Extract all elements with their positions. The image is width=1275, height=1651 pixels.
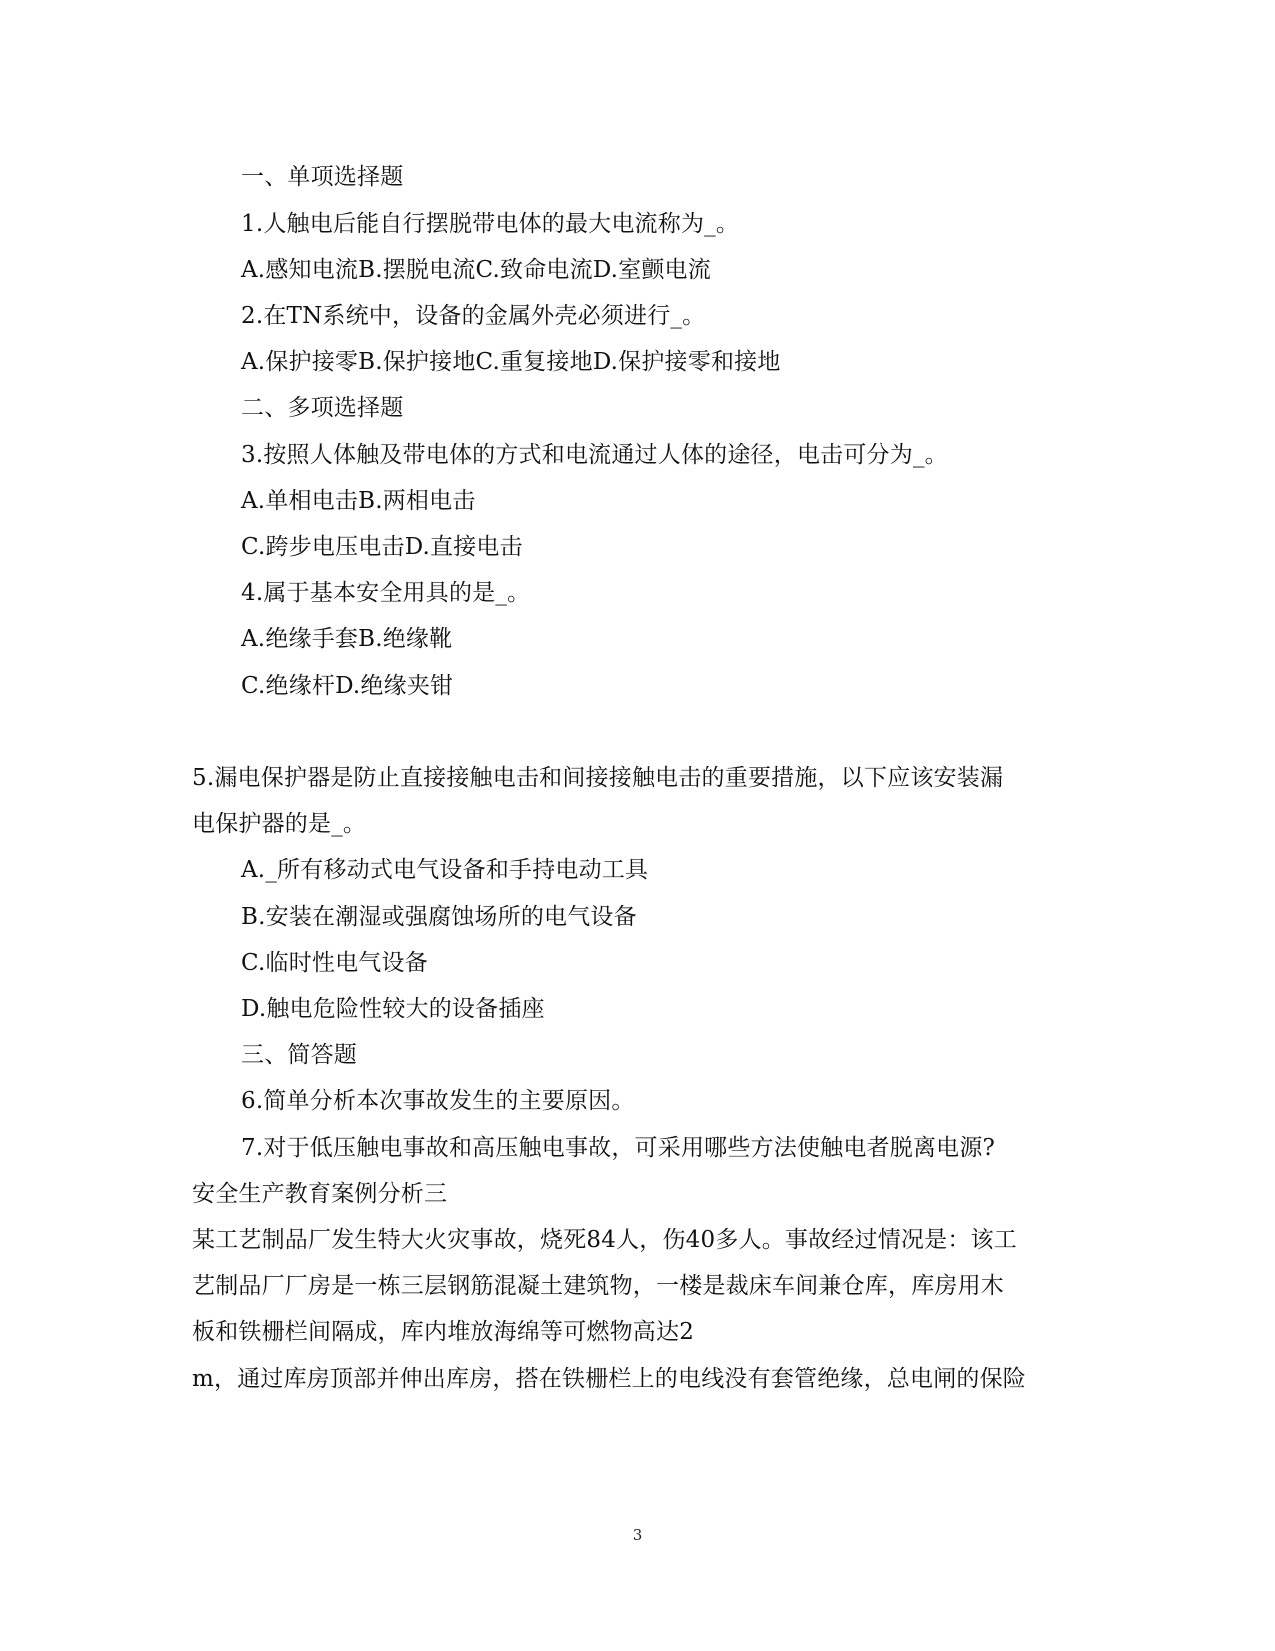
page-number: 3 [632, 1526, 643, 1544]
question-4: 4.属于基本安全用具的是_。 [241, 580, 531, 606]
question-5-line-2: 电保护器的是_。 [192, 811, 367, 837]
case-paragraph-line-3: 板和铁栅栏间隔成，库内堆放海绵等可燃物高达2 [192, 1319, 695, 1345]
section-heading-multiple-choice: 二、多项选择题 [241, 395, 404, 421]
question-1: 1.人触电后能自行摆脱带电体的最大电流称为_。 [241, 211, 740, 237]
question-2-options: A.保护接零B.保护接地C.重复接地D.保护接零和接地 [241, 349, 781, 375]
section-heading-single-choice: 一、单项选择题 [241, 164, 404, 190]
question-5-line-1: 5.漏电保护器是防止直接接触电击和间接接触电击的重要措施，以下应该安装漏 [192, 765, 1004, 791]
case-paragraph-line-2: 艺制品厂厂房是一栋三层钢筋混凝土建筑物，一楼是裁床车间兼仓库，库房用木 [192, 1273, 1004, 1299]
question-5-option-a: A._所有移动式电气设备和手持电动工具 [241, 857, 649, 883]
question-3: 3.按照人体触及带电体的方式和电流通过人体的途径，电击可分为_。 [241, 442, 948, 468]
question-5-option-d: D.触电危险性较大的设备插座 [241, 996, 545, 1022]
question-2: 2.在TN系统中，设备的金属外壳必须进行_。 [241, 303, 706, 329]
question-4-options-cd: C.绝缘杆D.绝缘夹钳 [241, 673, 454, 699]
question-3-options-cd: C.跨步电压电击D.直接电击 [241, 534, 523, 560]
case-paragraph-line-1: 某工艺制品厂发生特大火灾事故，烧死84人，伤40多人。事故经过情况是：该工 [192, 1227, 1017, 1253]
question-1-options: A.感知电流B.摆脱电流C.致命电流D.室颤电流 [241, 257, 711, 283]
question-5-option-b: B.安装在潮湿或强腐蚀场所的电气设备 [241, 904, 637, 930]
question-4-options-ab: A.绝缘手套B.绝缘靴 [241, 626, 453, 652]
question-6: 6.简单分析本次事故发生的主要原因。 [241, 1088, 635, 1114]
case-paragraph-line-4: m，通过库房顶部并伸出库房，搭在铁栅栏上的电线没有套管绝缘，总电闸的保险 [192, 1366, 1027, 1392]
question-5-option-c: C.临时性电气设备 [241, 950, 428, 976]
case-title: 安全生产教育案例分析三 [192, 1181, 448, 1207]
question-3-options-ab: A.单相电击B.两相电击 [241, 488, 476, 514]
section-heading-short-answer: 三、简答题 [241, 1042, 357, 1068]
question-7: 7.对于低压触电事故和高压触电事故，可采用哪些方法使触电者脱离电源? [241, 1135, 996, 1161]
